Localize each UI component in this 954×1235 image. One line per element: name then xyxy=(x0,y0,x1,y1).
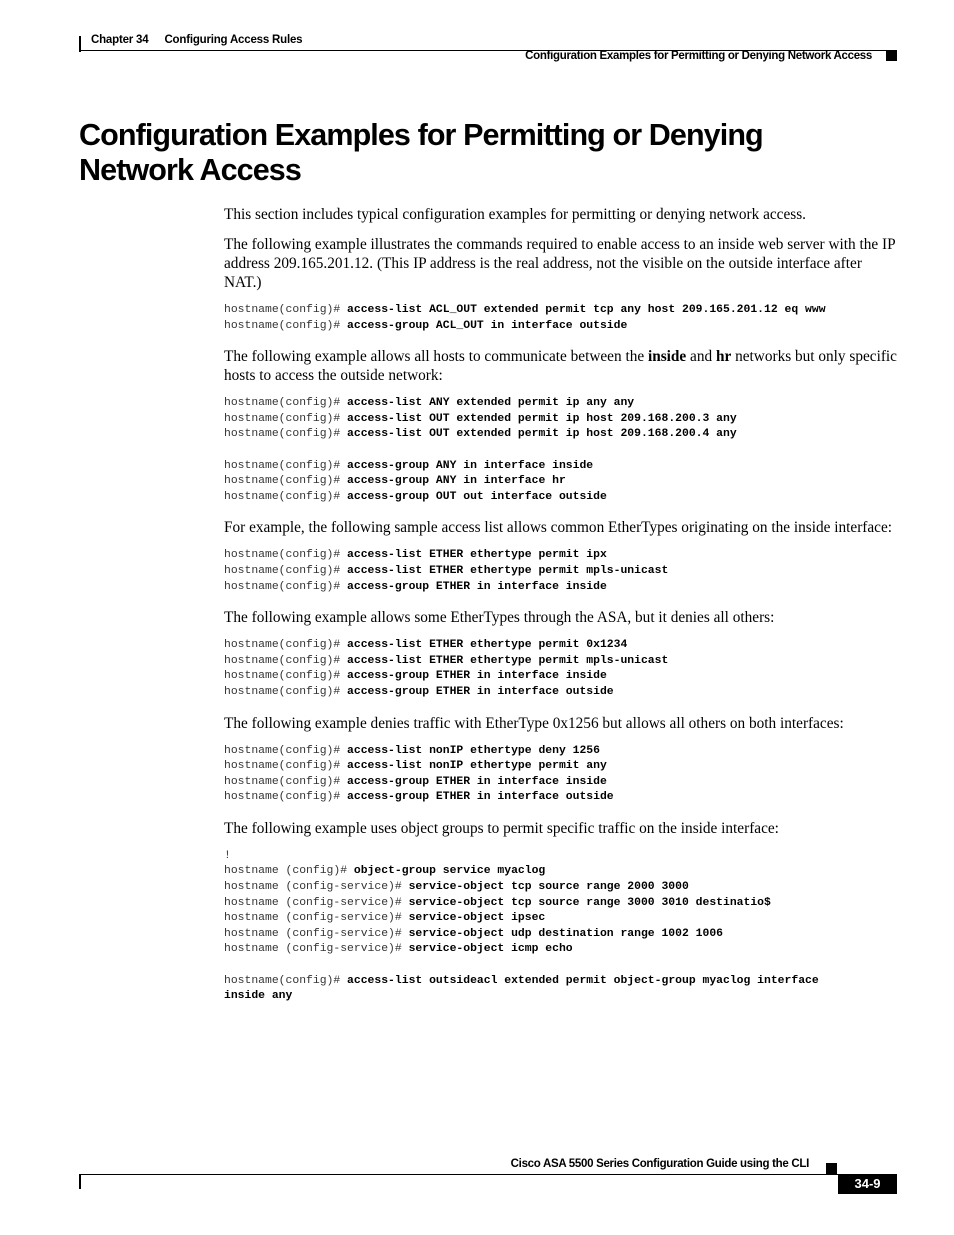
code-prompt: hostname(config)# xyxy=(224,685,348,698)
code-command: access-group ETHER in interface inside xyxy=(347,775,607,788)
code-blank-line xyxy=(224,958,899,974)
code-command: service-object tcp source range 3000 3010 destinatio$ xyxy=(408,896,771,909)
code-prompt: hostname(config)# xyxy=(224,564,348,577)
code-line xyxy=(224,490,899,506)
code-line xyxy=(224,669,899,685)
code-command: access-list ETHER ethertype permit mpls-unicast xyxy=(347,564,669,577)
intro-paragraph: This section includes typical configuration examples for permitting or denying network access. xyxy=(224,206,806,223)
code-prompt: hostname (config-service)# xyxy=(224,912,409,925)
paragraph-ethertype-some: The following example allows some EtherTypes through the ASA, but it denies all others: xyxy=(224,609,775,627)
code-line xyxy=(224,790,899,806)
code-command: access-group ETHER in interface outside xyxy=(347,791,614,804)
code-prompt: hostname(config)# xyxy=(224,639,348,652)
code-blank-line xyxy=(224,443,899,459)
chapter-number: Chapter 34 xyxy=(91,34,149,46)
code-command: service-object udp destination range 1002 1006 xyxy=(408,927,723,940)
code-line xyxy=(224,880,899,896)
code-command: inside any xyxy=(224,990,293,1003)
code-command: access-list OUT extended permit ip host 209.168.200.3 any xyxy=(347,412,737,425)
code-prompt: hostname(config)# xyxy=(224,791,348,804)
code-command: service-object ipsec xyxy=(408,912,546,925)
code-prompt: hostname (config-service)# xyxy=(224,927,409,940)
code-prompt: hostname(config)# xyxy=(224,319,348,332)
paragraph-inside-hr-example xyxy=(224,347,899,385)
page-number: 34-9 xyxy=(838,1174,897,1194)
running-header-chapter xyxy=(91,34,302,46)
code-block-ethertype-some xyxy=(224,638,899,700)
code-prompt: ! xyxy=(224,849,231,862)
code-block-ethertype-deny xyxy=(224,744,899,806)
code-command: access-list nonIP ethertype deny 1256 xyxy=(347,744,600,757)
code-prompt: hostname(config)# xyxy=(224,549,348,562)
code-prompt: hostname(config)# xyxy=(224,304,348,316)
running-header-section: Configuration Examples for Permitting or Denying Network Access xyxy=(525,50,872,62)
code-prompt: hostname (config-service)# xyxy=(224,896,409,909)
code-command: access-group ANY in interface hr xyxy=(347,475,566,488)
code-line xyxy=(224,989,899,1005)
code-command: access-list ACL_OUT extended permit tcp any host 209.165.201.12 eq www xyxy=(347,304,826,316)
code-prompt: hostname(config)# xyxy=(224,974,348,987)
footer-rule-vertical xyxy=(79,1174,81,1189)
p2-text-after: networks but only specific hosts to access the outside network: xyxy=(224,348,897,385)
code-command: access-list ETHER ethertype permit 0x1234 xyxy=(347,639,628,652)
code-line xyxy=(224,580,899,596)
footer-marker-block xyxy=(826,1163,837,1174)
code-block-object-groups xyxy=(224,849,899,1005)
code-line xyxy=(224,942,899,958)
code-prompt: hostname(config)# xyxy=(224,760,348,773)
code-command: access-list OUT extended permit ip host 209.168.200.4 any xyxy=(347,428,737,441)
code-line xyxy=(224,864,899,880)
code-line xyxy=(224,319,899,335)
code-line xyxy=(224,548,899,564)
code-prompt: hostname(config)# xyxy=(224,412,348,425)
code-line xyxy=(224,759,899,775)
code-line xyxy=(224,427,899,443)
code-block-ethertype-common xyxy=(224,548,899,595)
code-command: service-object tcp source range 2000 3000 xyxy=(408,881,689,894)
code-line xyxy=(224,775,899,791)
code-command: access-group ETHER in interface inside xyxy=(347,580,607,593)
code-block-acl-out xyxy=(224,303,899,334)
code-command: access-list ANY extended permit ip any any xyxy=(347,397,635,410)
p2-bold-inside: inside xyxy=(647,348,687,366)
paragraph-ethertype-deny: The following example denies traffic with EtherType 0x1256 but allows all others on both interfaces: xyxy=(224,714,844,732)
code-command: access-list outsideacl extended permit object-group myaclog interface xyxy=(347,974,819,987)
header-marker-block xyxy=(886,50,897,61)
code-prompt: hostname(config)# xyxy=(224,428,348,441)
code-line xyxy=(224,459,899,475)
code-block-access-groups xyxy=(224,459,899,506)
code-prompt: hostname (config-service)# xyxy=(224,943,409,956)
p2-bold-hr: hr xyxy=(715,348,732,366)
code-line xyxy=(224,744,899,760)
code-line xyxy=(224,974,899,990)
code-prompt: hostname(config)# xyxy=(224,475,348,488)
code-command: access-group ANY in interface inside xyxy=(347,459,594,472)
code-prompt: hostname (config)# xyxy=(224,865,354,878)
page-title: Configuration Examples for Permitting or Denying Network Access xyxy=(79,118,763,187)
code-prompt: hostname(config)# xyxy=(224,654,348,667)
code-line xyxy=(224,474,899,490)
code-command: access-list nonIP ethertype permit any xyxy=(347,760,607,773)
code-line xyxy=(224,638,899,654)
code-line xyxy=(224,911,899,927)
paragraph-object-groups: The following example uses object groups to permit specific traffic on the inside interface: xyxy=(224,819,779,837)
code-command: service-object icmp echo xyxy=(408,943,573,956)
code-command: access-group ETHER in interface outside xyxy=(347,685,614,698)
code-command: access-list ETHER ethertype permit ipx xyxy=(347,549,607,562)
p2-text-mid: and xyxy=(686,348,716,366)
code-prompt: hostname(config)# xyxy=(224,459,348,472)
code-prompt: hostname(config)# xyxy=(224,580,348,593)
code-prompt: hostname (config-service)# xyxy=(224,881,409,894)
code-prompt: hostname(config)# xyxy=(224,397,348,410)
code-block-outsideacl xyxy=(224,974,899,1005)
code-line xyxy=(224,396,899,412)
code-prompt: hostname(config)# xyxy=(224,744,348,757)
code-line xyxy=(224,927,899,943)
code-command: access-group ETHER in interface inside xyxy=(347,670,607,683)
code-line xyxy=(224,564,899,580)
code-command: access-list ETHER ethertype permit mpls-unicast xyxy=(347,654,669,667)
code-line xyxy=(224,654,899,670)
footer-book-title: Cisco ASA 5500 Series Configuration Guide using the CLI xyxy=(510,1158,809,1170)
code-line xyxy=(224,685,899,701)
footer-rule xyxy=(79,1174,897,1175)
code-block-access-lists xyxy=(224,396,899,443)
p2-text-before: The following example allows all hosts to communicate between the xyxy=(224,348,648,366)
code-command: access-group OUT out interface outside xyxy=(347,490,607,503)
section-body xyxy=(224,205,899,1018)
chapter-title: Configuring Access Rules xyxy=(164,34,303,46)
code-command: object-group service myaclog xyxy=(353,865,546,878)
code-line xyxy=(224,303,899,319)
paragraph-ethertype-common: For example, the following sample access list allows common EtherTypes originating on the inside interface: xyxy=(224,519,892,537)
code-block-inside-hr xyxy=(224,396,899,505)
code-line xyxy=(224,412,899,428)
code-line xyxy=(224,896,899,912)
code-prompt: hostname(config)# xyxy=(224,670,348,683)
code-block-object-group-def xyxy=(224,849,899,958)
code-command: access-group ACL_OUT in interface outside xyxy=(347,319,628,332)
code-prompt: hostname(config)# xyxy=(224,775,348,788)
code-line xyxy=(224,849,899,865)
code-prompt: hostname(config)# xyxy=(224,490,348,503)
paragraph-web-server-example: The following example illustrates the commands required to enable access to an inside web server with the IP address 209.165.201.12. (This IP address is the real address, not the visible on the outside interface after NAT.) xyxy=(224,236,896,291)
